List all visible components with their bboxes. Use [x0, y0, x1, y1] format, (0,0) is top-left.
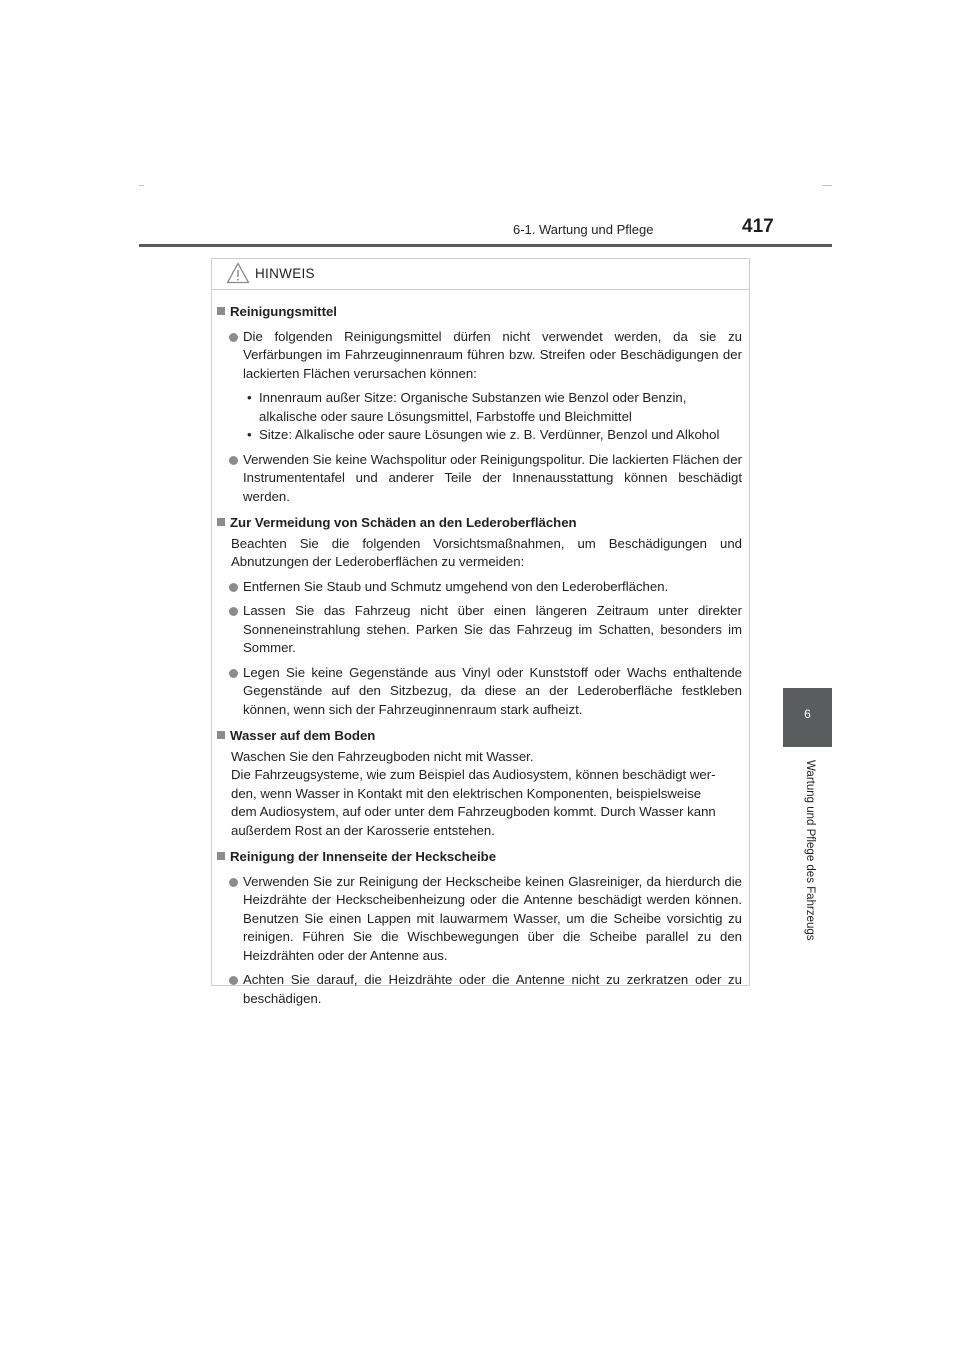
bullet-dot-icon	[229, 976, 238, 985]
bullet-item: Lassen Sie das Fahrzeug nicht über einen längeren Zeitraum unter direkter Sonneneinstrahlung stehen. Parken Sie das Fahrzeug im Schatten, besonders im Sommer.	[217, 602, 742, 658]
page-number: 417	[742, 216, 774, 237]
chapter-title: Wartung und Pflege des Fahrzeugs	[804, 760, 816, 941]
sub-list	[217, 389, 742, 445]
bullet-item: Achten Sie darauf, die Heizdrähte oder die Antenne nicht zu zerkratzen oder zu beschädigen.	[217, 971, 742, 1008]
bullet-dot-icon	[229, 607, 238, 616]
paragraph-line: dem Audiosystem, auf oder unter dem Fahrzeugboden kommt. Durch Wasser kann	[231, 804, 716, 819]
paragraph-line: Die Fahrzeugsysteme, wie zum Beispiel das Audiosystem, können beschädigt wer-	[231, 767, 716, 782]
header-section-label: 6-1. Wartung und Pflege	[513, 222, 654, 237]
bullet-item: Entfernen Sie Staub und Schmutz umgehend von den Lederoberflächen.	[217, 578, 742, 597]
square-bullet-icon	[217, 731, 225, 739]
notice-header	[212, 259, 749, 290]
bullet-dot-icon	[229, 333, 238, 342]
sub-item: • Innenraum außer Sitze: Organische Substanzen wie Benzol oder Benzin, alkalische oder saure Lösungsmittel, Farbstoffe und Bleichmittel	[247, 390, 687, 424]
bullet-dot-icon	[229, 456, 238, 465]
warning-triangle-icon	[226, 262, 250, 284]
bullet-item: Legen Sie keine Gegenstände aus Vinyl oder Kunststoff oder Wachs enthaltende Gegenstände auf den Sitzbezug, da diese an der Lederoberfläche festkleben können, wenn sich der Fahrzeuginnenraum stark aufheizt.	[217, 664, 742, 720]
bullet-item: Verwenden Sie keine Wachspolitur oder Reinigungspolitur. Die lackierten Flächen der Instrumententafel und anderer Teile der Innenausstattung können beschädigt werden.	[217, 451, 742, 507]
sub-item: • Sitze: Alkalische oder saure Lösungen wie z. B. Verdünner, Benzol und Alkohol	[247, 427, 720, 442]
crop-mark-left	[139, 185, 144, 186]
paragraph: Beachten Sie die folgenden Vorsichtsmaßnahmen, um Beschädigungen und Abnutzungen der Lederoberflächen zu vermeiden:	[231, 535, 742, 569]
square-bullet-icon	[217, 307, 225, 315]
bullet-item: Verwenden Sie zur Reinigung der Heckscheibe keinen Glasreiniger, da hierdurch die Heizdrähte der Heckscheibenheizung oder die Antenne beschädigt werden können. Benutzen Sie einen Lappen mit lauwarmem Wasser, um die Scheibe vorsichtig zu reinigen. Führen Sie die Wischbewegungen über die Scheibe parallel zu den Heizdrähten oder der Antenne aus.	[217, 873, 742, 966]
paragraph-line: außerdem Rost an der Karosserie entstehen.	[231, 822, 495, 838]
chapter-tab	[783, 688, 832, 747]
section-heading: Zur Vermeidung von Schäden an den Lederoberflächen	[217, 514, 742, 533]
header-rule	[139, 244, 832, 247]
square-bullet-icon	[217, 852, 225, 860]
paragraph-line: Waschen Sie den Fahrzeugboden nicht mit Wasser.	[231, 748, 534, 764]
section-heading: Wasser auf dem Boden	[217, 727, 742, 746]
section-heading: Reinigung der Innenseite der Heckscheibe	[217, 848, 742, 867]
paragraph	[217, 748, 742, 841]
notice-body	[212, 290, 749, 1008]
square-bullet-icon	[217, 518, 225, 526]
notice-title: HINWEIS	[255, 266, 315, 281]
bullet-dot-icon	[229, 669, 238, 678]
crop-mark-right	[822, 185, 832, 186]
chapter-number: 6	[804, 707, 811, 721]
notice-box	[211, 258, 750, 1006]
section-heading: Reinigungsmittel	[217, 303, 742, 322]
bullet-dot-icon	[229, 583, 238, 592]
paragraph-line: den, wenn Wasser in Kontakt mit den elektrischen Komponenten, beispielsweise	[231, 785, 702, 801]
bullet-item: Die folgenden Reinigungsmittel dürfen nicht verwendet werden, da sie zu Verfärbungen im Fahrzeuginnenraum führen bzw. Streifen oder Beschädigungen der lackierten Flächen verursachen können:	[217, 328, 742, 384]
bullet-dot-icon	[229, 878, 238, 887]
